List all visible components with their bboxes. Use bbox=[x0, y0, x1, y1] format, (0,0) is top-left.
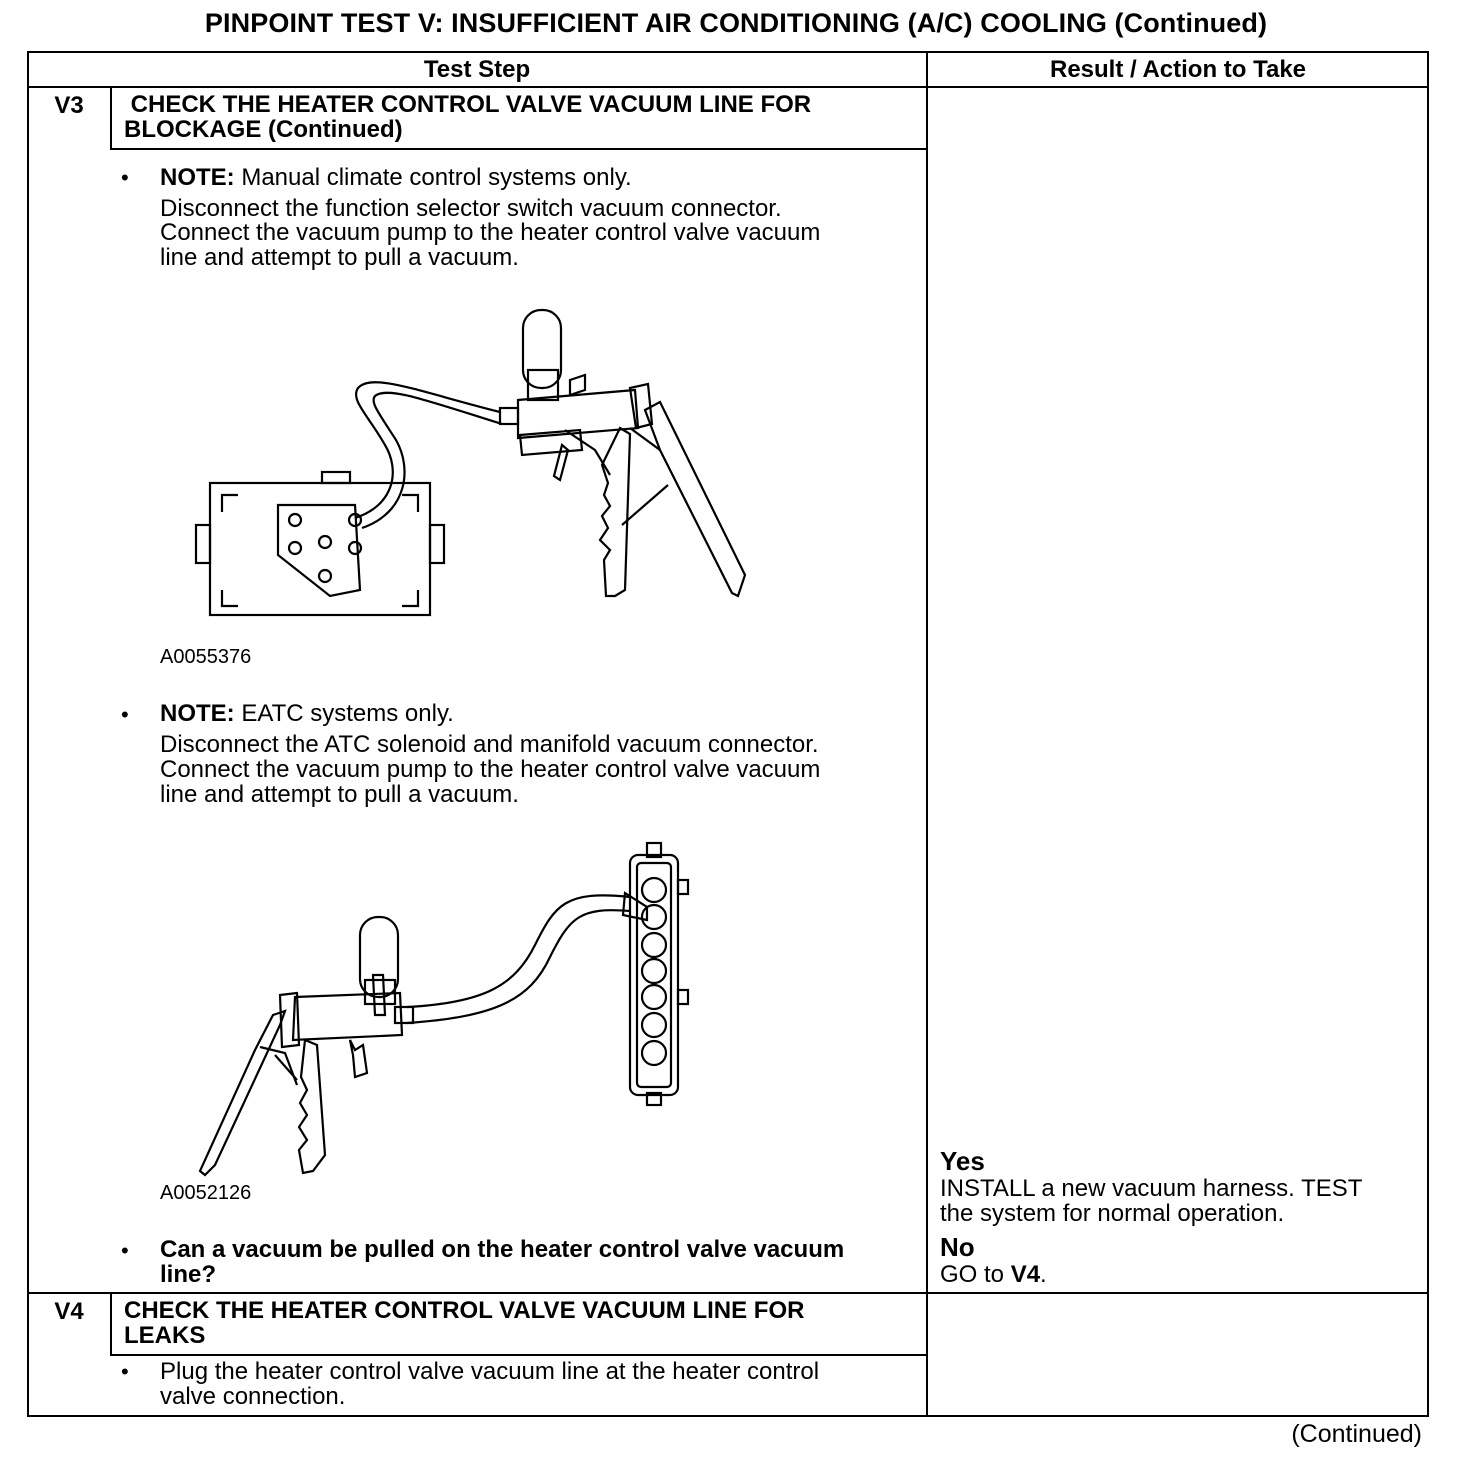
v3-heading-line1: CHECK THE HEATER CONTROL VALVE VACUUM LINE FOR bbox=[124, 91, 812, 118]
rule-under-v4-heading bbox=[110, 1354, 928, 1356]
bullet: • bbox=[121, 1238, 129, 1263]
divider-result-column bbox=[926, 51, 928, 1417]
bullet: • bbox=[121, 702, 129, 727]
figure-id-1: A0055376 bbox=[160, 646, 252, 668]
no-prefix: GO to bbox=[940, 1261, 1011, 1288]
rule-under-header bbox=[27, 86, 1429, 88]
v3-step2-note bbox=[160, 701, 454, 726]
rule-under-v3 bbox=[27, 1292, 1429, 1294]
header-result: Result / Action to Take bbox=[1049, 56, 1307, 83]
figure-id-2: A0052126 bbox=[160, 1182, 252, 1204]
figure-vacuum-pump-atc-solenoid bbox=[185, 835, 715, 1185]
v3-step1-note bbox=[160, 165, 632, 190]
v4-step1-line1: Plug the heater control valve vacuum line at the heater control bbox=[160, 1358, 820, 1385]
v3-question-line1: Can a vacuum be pulled on the heater control valve vacuum bbox=[160, 1236, 845, 1263]
header-test-step: Test Step bbox=[423, 56, 531, 83]
result-yes-line2: the system for normal operation. bbox=[940, 1200, 1285, 1227]
v4-step1-line2: valve connection. bbox=[160, 1383, 346, 1410]
no-suffix: . bbox=[1040, 1261, 1047, 1288]
link-v4[interactable]: V4 bbox=[1010, 1261, 1041, 1288]
note-label: NOTE: bbox=[160, 164, 235, 191]
v3-step1-line2: Connect the vacuum pump to the heater control valve vacuum bbox=[160, 219, 821, 246]
page-title: PINPOINT TEST V: INSUFFICIENT AIR CONDITIONING (A/C) COOLING (Continued) bbox=[204, 8, 1268, 38]
bullet: • bbox=[121, 165, 129, 190]
v3-step2-line1: Disconnect the ATC solenoid and manifold vacuum connector. bbox=[160, 731, 819, 758]
v3-heading-line2: BLOCKAGE (Continued) bbox=[124, 116, 403, 143]
note-label: NOTE: bbox=[160, 700, 235, 727]
v3-step1-line3: line and attempt to pull a vacuum. bbox=[160, 244, 519, 271]
result-yes-label: Yes bbox=[940, 1146, 985, 1176]
v3-step1-line1: Disconnect the function selector switch vacuum connector. bbox=[160, 195, 782, 222]
v3-step2-line3: line and attempt to pull a vacuum. bbox=[160, 781, 519, 808]
rule-under-v3-heading bbox=[110, 148, 928, 150]
step-id-v4: V4 bbox=[54, 1298, 84, 1325]
note-text: EATC systems only. bbox=[234, 700, 454, 727]
v4-heading-line2: LEAKS bbox=[124, 1322, 206, 1349]
footer-continued: (Continued) bbox=[1291, 1420, 1422, 1448]
result-yes-line1: INSTALL a new vacuum harness. TEST bbox=[940, 1175, 1363, 1202]
v3-step2-line2: Connect the vacuum pump to the heater control valve vacuum bbox=[160, 756, 821, 783]
result-no-action bbox=[940, 1262, 1047, 1287]
result-no-label: No bbox=[940, 1232, 975, 1262]
v3-question-line2: line? bbox=[160, 1261, 217, 1288]
step-id-v3: V3 bbox=[54, 92, 84, 119]
figure-vacuum-pump-function-selector bbox=[190, 300, 770, 630]
v4-heading-line1: CHECK THE HEATER CONTROL VALVE VACUUM LINE FOR bbox=[124, 1297, 805, 1324]
note-text: Manual climate control systems only. bbox=[234, 164, 632, 191]
bullet: • bbox=[121, 1359, 129, 1384]
